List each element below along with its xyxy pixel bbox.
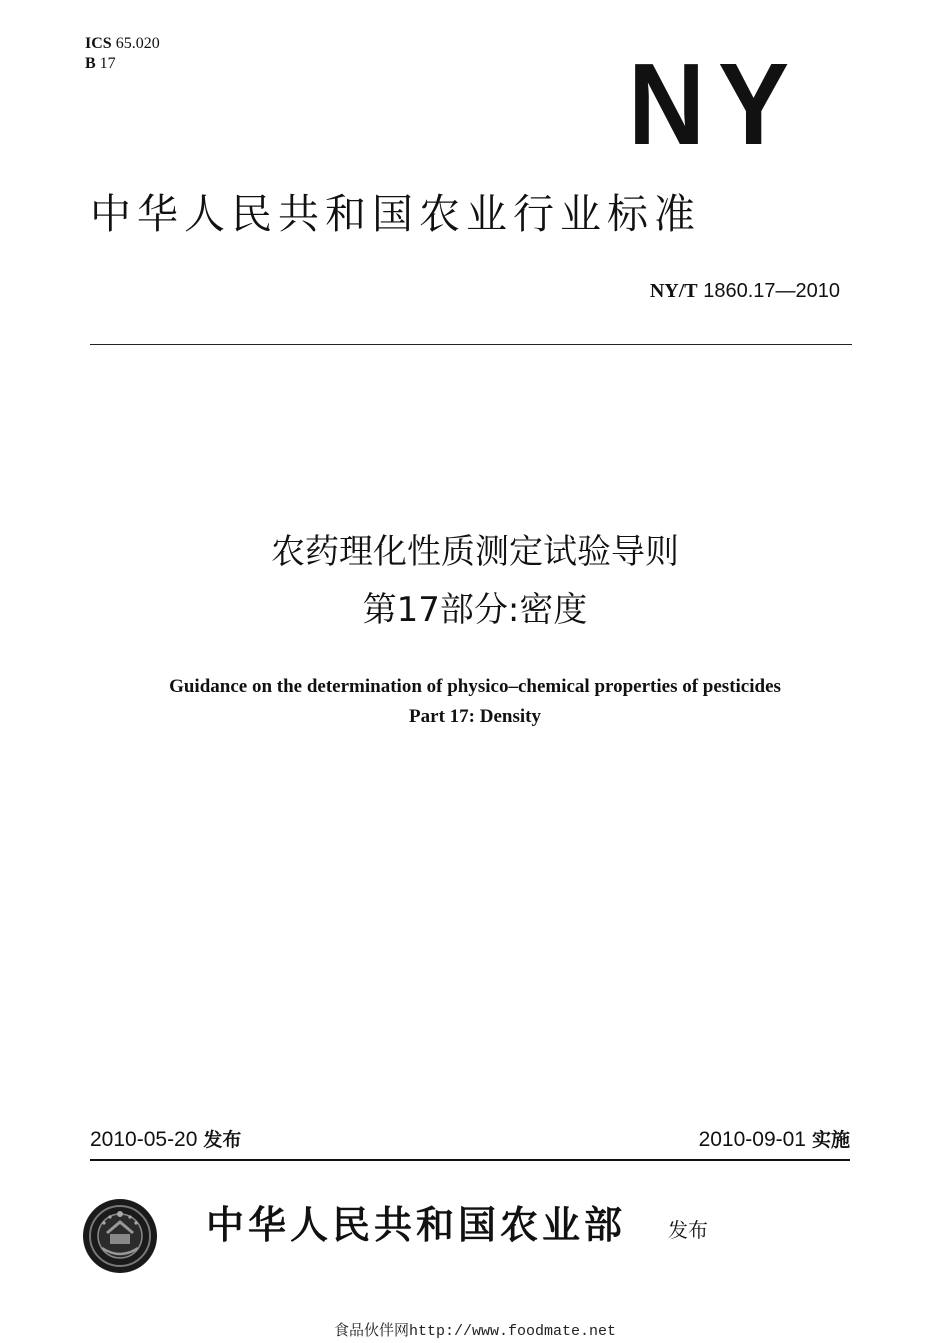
effective-label: 实施	[811, 1129, 850, 1151]
issue-date	[90, 1126, 241, 1154]
ics-label: ICS	[85, 35, 112, 52]
standard-number	[650, 280, 840, 303]
ny-logo: NY	[628, 39, 803, 169]
cn-title-line-1: 农药理化性质测定试验导则	[271, 532, 679, 572]
en-title-line-1: Guidance on the determination of physico–chemical properties of pesticides	[169, 676, 781, 697]
ics-value: 65.020	[115, 35, 160, 52]
effective-date	[699, 1126, 850, 1154]
publisher-name: 中华人民共和国农业部	[206, 1202, 627, 1247]
footer-watermark	[0, 1320, 950, 1342]
effective-date-value: 2010-09-01	[698, 1128, 806, 1151]
national-emblem-icon	[82, 1198, 158, 1274]
footer-site-name: 食品伙伴网	[333, 1321, 409, 1339]
publisher-suffix: 发布	[668, 1218, 708, 1242]
ccs-code	[85, 54, 160, 74]
ccs-label: B	[85, 55, 96, 72]
issue-label: 发布	[203, 1129, 242, 1151]
footer-url[interactable]: http://www.foodmate.net	[408, 1323, 617, 1340]
ccs-value: 17	[99, 55, 116, 72]
issue-date-value: 2010-05-20	[90, 1128, 198, 1151]
standard-number-value: 1860.17—2010	[703, 280, 840, 302]
standard-title: 中华人民共和国农业行业标准	[90, 190, 701, 238]
cn-title-line-2: 第17部分:密度	[362, 590, 588, 630]
ics-code	[85, 34, 160, 54]
en-title-line-2: Part 17: Density	[409, 706, 541, 727]
standard-number-prefix: NY/T	[649, 280, 698, 302]
classification-codes	[85, 34, 160, 74]
footer-divider	[90, 1159, 850, 1161]
header-divider	[90, 344, 852, 345]
